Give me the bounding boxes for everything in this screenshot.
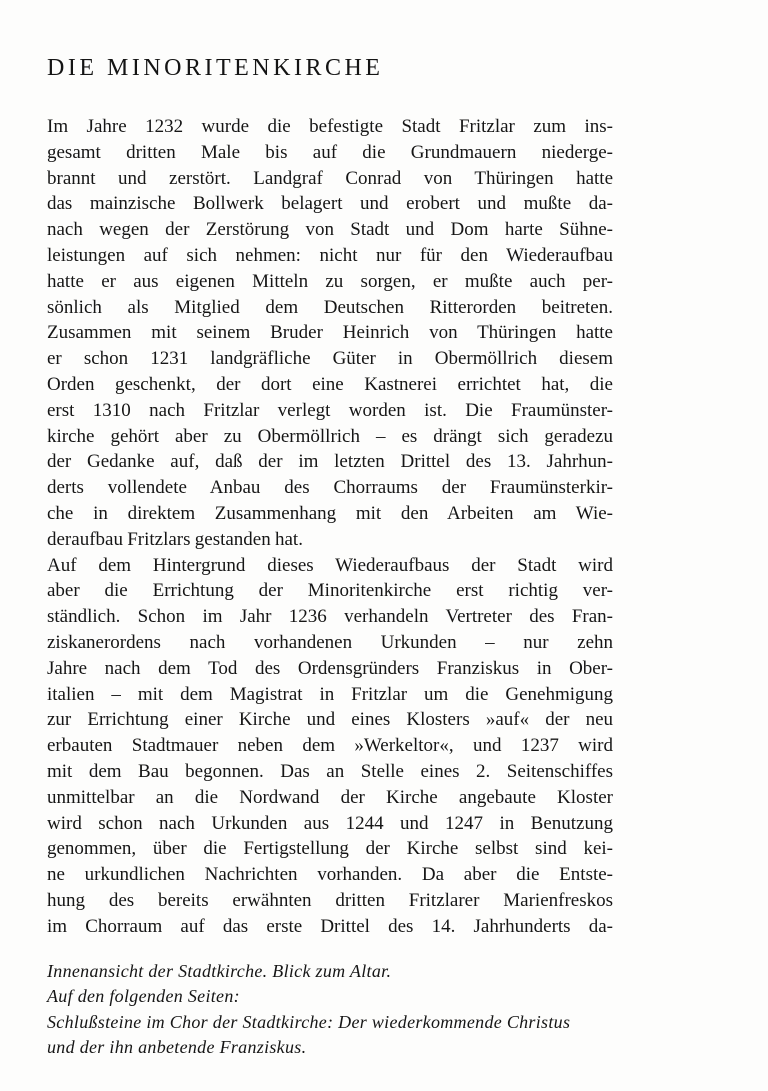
image-caption-line: Auf den folgenden Seiten:	[47, 986, 240, 1006]
body-text-line: im Chorraum auf das erste Drittel des 14. Jahrhunderts da-	[47, 915, 613, 937]
body-text-line: Jahre nach dem Tod des Ordensgründers Franziskus in Ober-	[47, 657, 613, 679]
body-text-line: hung des bereits erwähnten dritten Fritzlarer Marienfreskos	[47, 889, 613, 911]
body-text-line: wird schon nach Urkunden aus 1244 und 1247 in Benutzung	[47, 812, 613, 834]
body-text-line: erbauten Stadtmauer neben dem »Werkeltor«, und 1237 wird	[47, 735, 613, 757]
body-text-line: erst 1310 nach Fritzlar verlegt worden ist. Die Fraumünster-	[47, 399, 613, 421]
body-text-line: ständlich. Schon im Jahr 1236 verhandeln Vertreter des Fran-	[47, 606, 613, 628]
body-text-line: aber die Errichtung der Minoritenkirche erst richtig ver-	[47, 580, 613, 602]
body-text-line: genommen, über die Fertigstellung der Kirche selbst sind kei-	[47, 838, 613, 860]
body-text-line: leistungen auf sich nehmen: nicht nur für den Wiederaufbau	[47, 244, 613, 266]
body-text-line: gesamt dritten Male bis auf die Grundmauern niederge-	[47, 141, 613, 163]
body-text-line: hatte er aus eigenen Mitteln zu sorgen, er mußte auch per-	[47, 270, 613, 292]
image-caption-line: Innenansicht der Stadtkirche. Blick zum Altar.	[47, 960, 392, 981]
body-text-line: Auf dem Hintergrund dieses Wiederaufbaus der Stadt wird	[47, 554, 613, 576]
body-text-line: deraufbau Fritzlars gestanden hat.	[47, 528, 303, 550]
image-caption	[47, 959, 613, 1061]
body-text-line: sönlich als Mitglied dem Deutschen Ritterorden beitreten.	[47, 296, 613, 318]
body-text-line: das mainzische Bollwerk belagert und erobert und mußte da-	[47, 193, 613, 215]
body-text-line: kirche gehört aber zu Obermöllrich – es drängt sich geradezu	[47, 425, 613, 447]
chapter-heading: DIE MINORITENKIRCHE	[47, 55, 384, 81]
body-text-line: zur Errichtung einer Kirche und eines Klosters »auf« der neu	[47, 709, 613, 731]
body-text-line: Im Jahre 1232 wurde die befestigte Stadt Fritzlar zum ins-	[47, 116, 613, 137]
body-text-line: brannt und zerstört. Landgraf Conrad von Thüringen hatte	[47, 167, 613, 189]
body-text-line: che in direktem Zusammenhang mit den Arbeiten am Wie-	[47, 502, 613, 524]
body-text-line: Orden geschenkt, der dort eine Kastnerei errichtet hat, die	[47, 373, 613, 395]
body-text-line: ziskanerordens nach vorhandenen Urkunden – nur zehn	[47, 631, 613, 653]
page-content	[47, 56, 613, 1061]
body-text-line: ne urkundlichen Nachrichten vorhanden. Da aber die Entste-	[47, 864, 613, 886]
body-text	[47, 114, 613, 940]
image-caption-line: und der ihn anbetende Franziskus.	[47, 1037, 307, 1057]
body-text-line: italien – mit dem Magistrat in Fritzlar um die Genehmigung	[47, 683, 613, 705]
body-text-line: derts vollendete Anbau des Chorraums der Fraumünsterkir-	[47, 477, 613, 499]
body-text-line: mit dem Bau begonnen. Das an Stelle eines 2. Seitenschiffes	[47, 760, 613, 782]
body-text-line: unmittelbar an die Nordwand der Kirche angebaute Kloster	[47, 786, 613, 808]
body-text-line: Zusammen mit seinem Bruder Heinrich von Thüringen hatte	[47, 322, 613, 344]
body-text-line: nach wegen der Zerstörung von Stadt und Dom harte Sühne-	[47, 219, 613, 241]
body-text-line: der Gedanke auf, daß der im letzten Drittel des 13. Jahrhun-	[47, 451, 613, 473]
body-text-line: er schon 1231 landgräfliche Güter in Obermöllrich diesem	[47, 348, 613, 370]
image-caption-line: Schlußsteine im Chor der Stadtkirche: Der wiederkommende Christus	[47, 1011, 571, 1032]
